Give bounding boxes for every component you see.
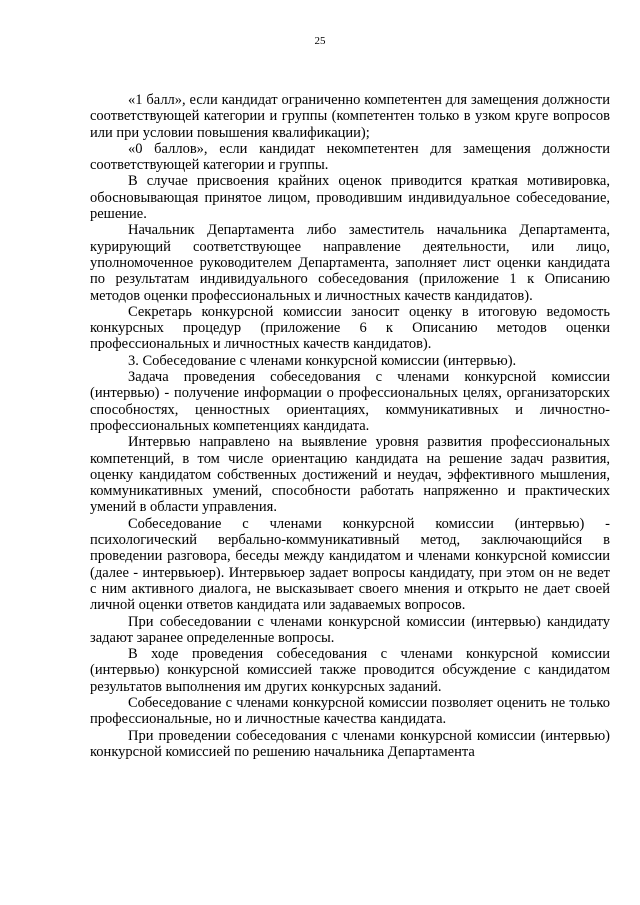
paragraph: Собеседование с членами конкурсной комиссии (интервью) - психологический вербально-коммуникативный метод, заключающийся в проведении разговора, беседы между кандидатом и членами конкурсной комиссии (далее - интервьюер). Интервьюер задает вопросы кандидату, при этом он не ведет с ним активного диалога, не высказывает своего мнения и открыто не дает своей личной оценки ответов кандидата или задаваемых вопросов.: [90, 515, 610, 614]
paragraph: Начальник Департамента либо заместитель начальника Департамента, курирующий соответствующее направление деятельности, или лицо, уполномоченное руководителем Департамента, заполняет лист оценки кандидата по результатам индивидуального собеседования (приложение 1 к Описанию методов оценки профессиональных и личностных качеств кандидатов).: [90, 222, 610, 304]
page-number: 25: [314, 35, 326, 47]
section-heading: 3. Собеседование с членами конкурсной комиссии (интервью).: [128, 352, 517, 369]
paragraph: «1 балл», если кандидат ограниченно компетентен для замещения должности соответствующей категории и группы (компетентен только в узком круге вопросов или при условии повышения квалификации);: [90, 92, 610, 141]
paragraph: Собеседование с членами конкурсной комиссии позволяет оценить не только профессиональные, но и личностные качества кандидата.: [90, 694, 610, 728]
paragraph: В случае присвоения крайних оценок приводится краткая мотивировка, обосновывающая принятое лицом, проводившим индивидуальное собеседование, решение.: [90, 173, 610, 223]
body-text: [90, 92, 610, 760]
paragraph: При собеседовании с членами конкурсной комиссии (интервью) кандидату задают заранее определенные вопросы.: [90, 613, 610, 646]
paragraph: При проведении собеседования с членами конкурсной комиссии (интервью) конкурсной комиссией по решению начальника Департамента: [90, 727, 610, 760]
paragraph: «0 баллов», если кандидат некомпетентен для замещения должности соответствующей категории и группы.: [90, 140, 610, 174]
paragraph: Интервью направлено на выявление уровня развития профессиональных компетенций, в том числе ориентацию кандидата на решение задач развития, оценку кандидатом собственных достижений и неудач, эффективного мышления, коммуникативных умений, способности работать напряженно и практических умений в области управления.: [90, 434, 610, 516]
paragraph: Секретарь конкурсной комиссии заносит оценку в итоговую ведомость конкурсных процедур (приложение 6 к Описанию методов оценки профессиональных и личностных качеств кандидатов).: [90, 303, 610, 353]
paragraph: Задача проведения собеседования с членами конкурсной комиссии (интервью) - получение информации о профессиональных целях, организаторских способностях, ценностных ориентациях, коммуникативных и личностно-профессиональных компетенциях кандидата.: [90, 369, 610, 434]
paragraph: В ходе проведения собеседования с членами конкурсной комиссии (интервью) конкурсной комиссией также проводится обсуждение с кандидатом результатов выполнения им других конкурсных заданий.: [90, 646, 610, 695]
